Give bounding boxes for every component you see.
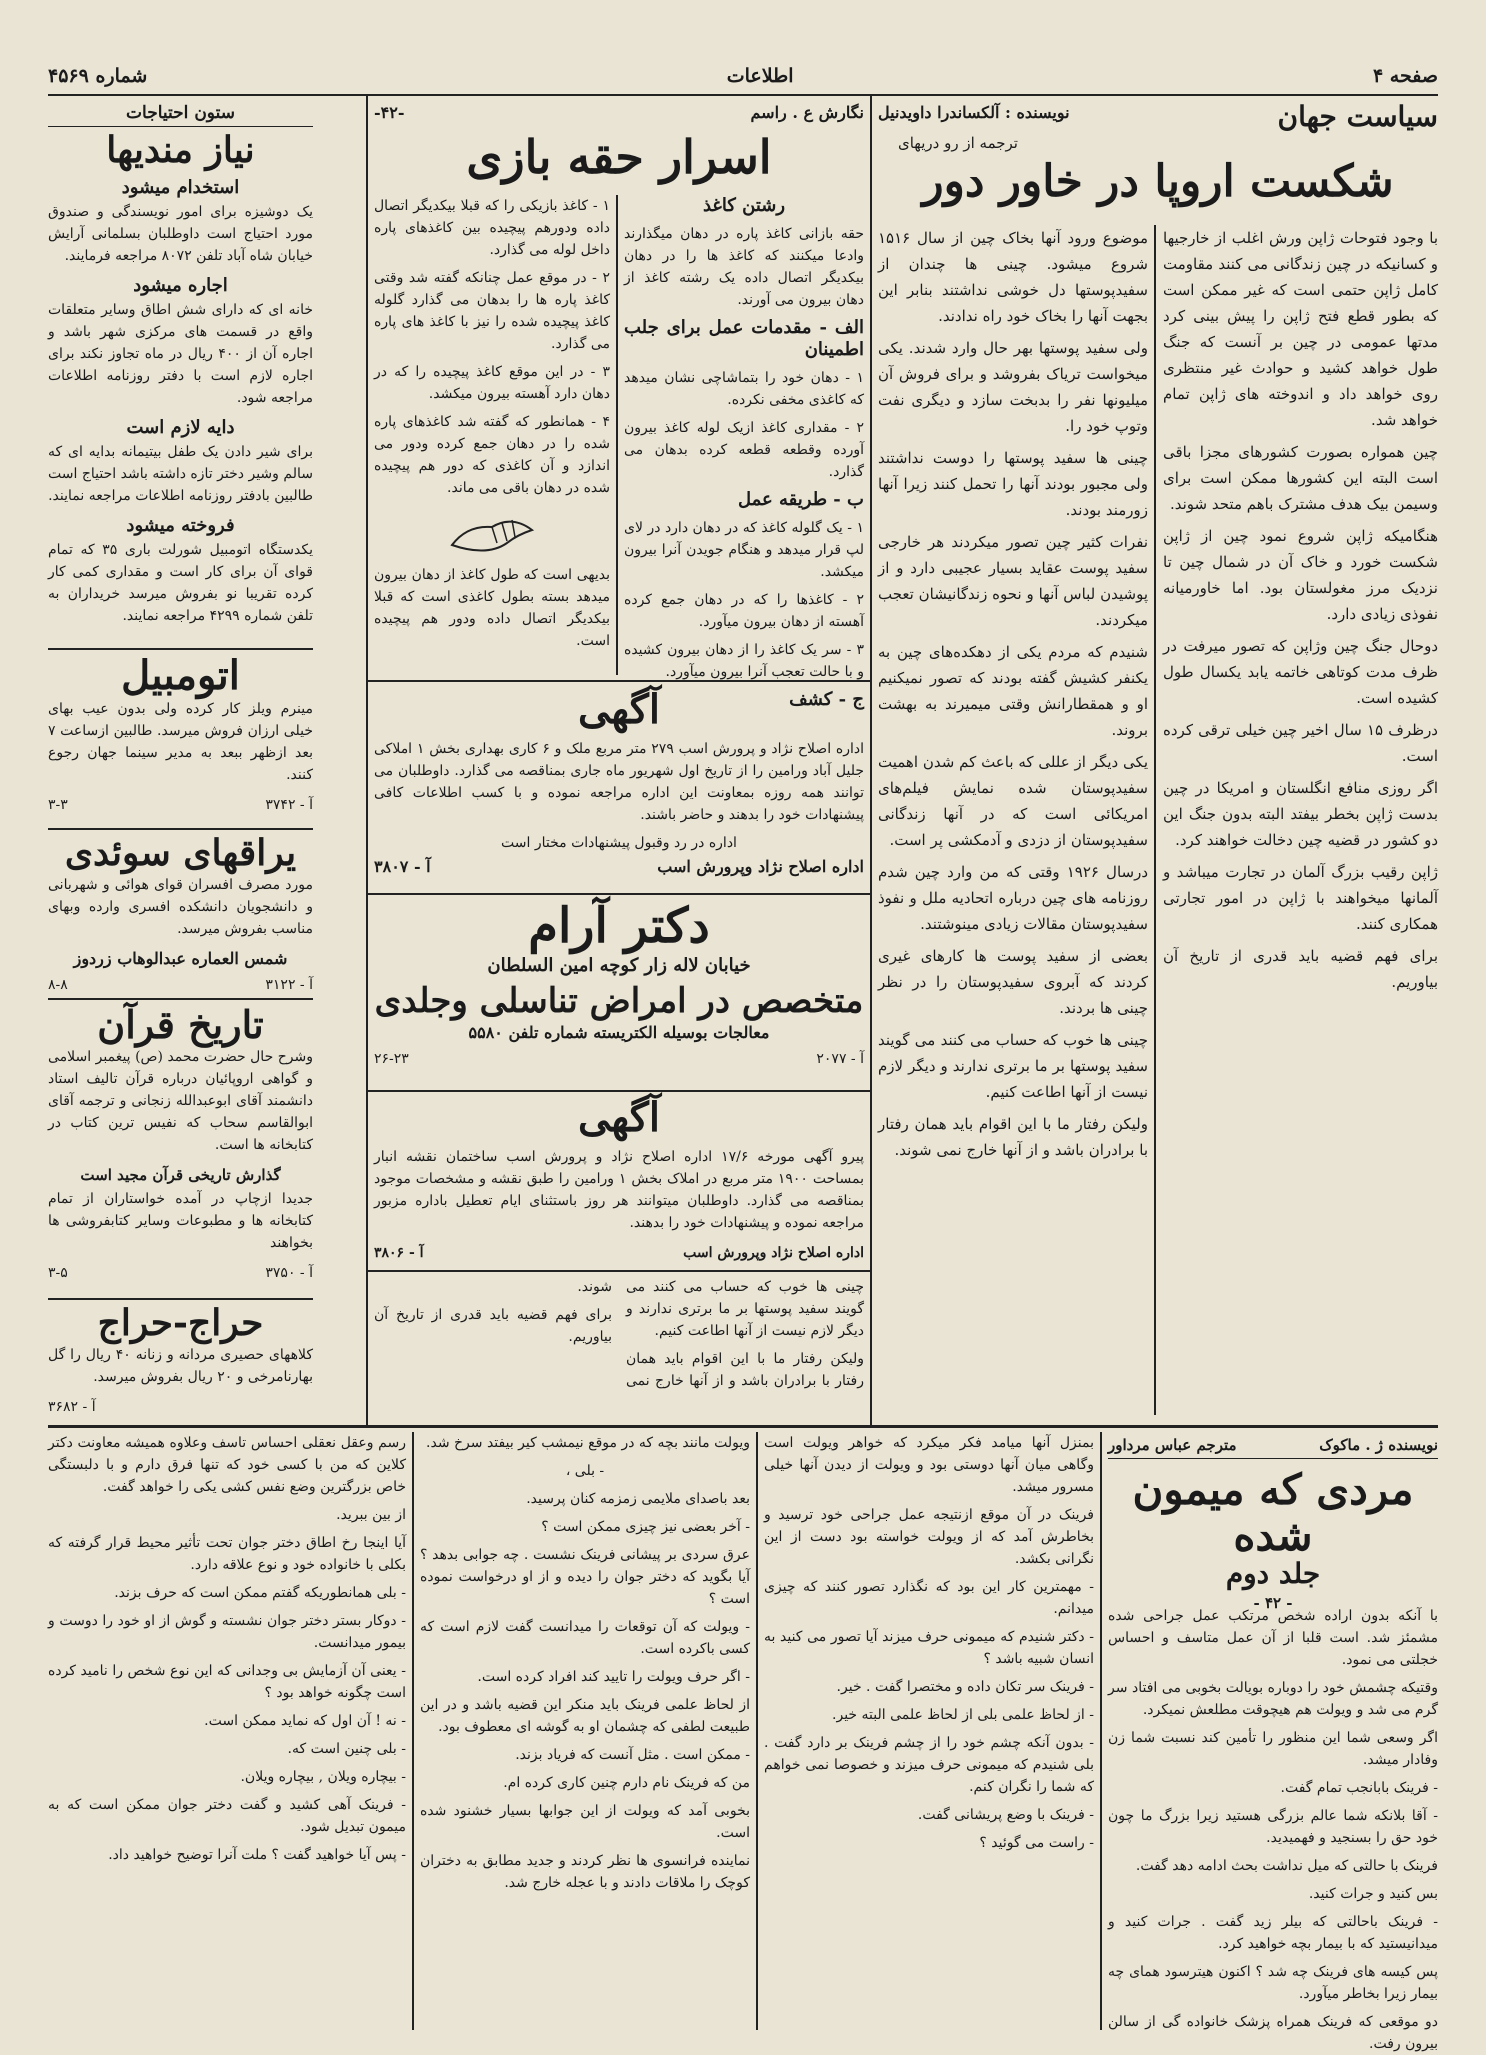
paragraph: برای فهم قضیه باید قدری از تاریخ آن بیاوریم. bbox=[374, 1307, 612, 1345]
story-col-1 bbox=[1108, 1605, 1438, 2052]
paragraph: - ویولت که آن توقعات را میدانست گفت لازم است که کسی باکرده است. bbox=[420, 1619, 750, 1657]
column-rule bbox=[756, 1432, 758, 2030]
paragraph: - نه ! آن اول که نماید ممکن است. bbox=[204, 1713, 406, 1729]
hand-illustration bbox=[447, 505, 537, 560]
politics-col-left bbox=[878, 225, 1148, 1415]
section-rule bbox=[366, 893, 872, 895]
paragraph: بس کنید و جرات کنید. bbox=[1308, 1886, 1438, 1902]
ad-ref: ۲۶-۲۳ bbox=[374, 1051, 409, 1068]
paragraph: بمنزل آنها میامد فکر میکرد که خواهر ویولت است وگاهی میان آنها دوستی بود و ویولت از دیدن آنها خیلی مسرور میشد. bbox=[764, 1435, 1094, 1495]
story-translator: مترجم عباس مرداور bbox=[1108, 1436, 1237, 1454]
paragraph: ولیکن رفتار ما با این اقوام باید همان رفتار با برادران باشد و از آنها خارج نمی شوند. bbox=[577, 1279, 864, 1389]
paragraph: درظرف ۱۵ سال اخیر چین خیلی ترقی کرده است. bbox=[1163, 721, 1438, 765]
subheading: رشتن کاغذ bbox=[702, 195, 786, 216]
doctor-treatment: معالجات بوسیله الکتریسته شماره تلفن ۵۵۸۰ bbox=[468, 1023, 770, 1043]
ad-car bbox=[48, 654, 313, 824]
paragraph: ۴ - همانطور که گفته شد کاغذهای پاره شده را در دهان جمع کرده ودور می اندازد و آن کاغذی که دور هم پیچیده شده در دهان باقی می ماند. bbox=[374, 414, 610, 496]
ad-note: اداره اصلاح نژاد وپرورش اسب bbox=[683, 1245, 864, 1261]
paragraph: ۲ - مقداری کاغذ ازیک لوله کاغذ بیرون آورده وقطعه قطعه کرده بدهان می گذارد. bbox=[624, 420, 864, 480]
hoqqe-col-right bbox=[624, 195, 864, 710]
section-rule bbox=[48, 998, 313, 1000]
paragraph: درسال ۱۹۲۶ وقتی که من وارد چین شدم روزنامه های چین درباره اتحادیه ملل و نفوذ سفیدپوستان مقالات زیادی مینوشتند. bbox=[878, 863, 1149, 933]
author-line: نویسنده : آلکساندرا داویدنیل bbox=[878, 103, 1070, 122]
paragraph: - یعنی آن آزمایش بی وجدانی که این نوع شخص را نامید کرده است چگونه خواهد بود ؟ bbox=[48, 1663, 406, 1701]
ad-title: یراقهای سوئدی bbox=[64, 832, 297, 874]
translator-line: ترجمه از رو دریهای bbox=[898, 134, 1018, 152]
ad-ref: آ - ۳۶۸۲ bbox=[48, 1398, 96, 1415]
paragraph: ولیکن رفتار ما با این اقوام باید همان رفتار با برادران باشد و از آنها خارج نمی شوند. bbox=[878, 1115, 1148, 1159]
page-number: صفحه ۴ bbox=[1372, 65, 1438, 87]
ad-ref: ۳-۵ bbox=[48, 1264, 68, 1281]
ad-signature: اداره اصلاح نژاد وپرورش اسب bbox=[657, 857, 864, 876]
byline: نگارش ع . راسم bbox=[750, 103, 864, 122]
classified-heading: استخدام میشود bbox=[121, 176, 240, 198]
paragraph: حقه بازانی کاغذ پاره در دهان میگذارند وادعا میکنند که کاغذ ها را در دهان بیکدیگر اتصال داده یک رشته کاغذ از دهان بیرون می آورند. bbox=[624, 226, 864, 308]
paragraph: ۱ - کاغذ بازیکی را که قبلا بیکدیگر اتصال داده ودورهم پیچیده بین کاغذهای پاره داخل لوله می گذارد. bbox=[374, 198, 610, 258]
paragraph: ۲ - در موقع عمل چنانکه گفته شد وقتی کاغذ پاره ها را بدهان می گذارد گلوله کاغذ پیچیده شده را نیز با کاغذ های پاره می گذارد. bbox=[374, 270, 610, 352]
subheading: الف - مقدمات عمل برای جلب اطمینان bbox=[624, 317, 864, 360]
paragraph: بخوبی آمد که ویولت از این جوابها بسیار خشنود شده است. bbox=[420, 1803, 750, 1841]
paragraph: - دوکار بستر دختر جوان نشسته و گوش از او خود را دوست و بیمور میدانست. bbox=[48, 1613, 406, 1651]
story-col-2 bbox=[764, 1432, 1094, 2030]
classified-heading: فروخته میشود bbox=[126, 514, 235, 536]
ad-swedish bbox=[48, 834, 313, 994]
section-label: ستون احتیاجات bbox=[48, 100, 313, 127]
paragraph: - بلی چنین است که. bbox=[287, 1741, 406, 1757]
paragraph: ولی سفید پوستها بهر حال وارد شدند. یکی میخواست تریاک بفروشد و برای فروش آن میلیونها نفر را بدبخت سازد و دیگری نفت وتوپ خود را. bbox=[878, 339, 1148, 435]
paragraph: - راست می گوئید ؟ bbox=[979, 1835, 1094, 1851]
paragraph: ۱ - دهان خود را بتماشاچی نشان میدهد که کاغذی مخفی نکرده. bbox=[624, 370, 864, 408]
subheading: ج - کشف bbox=[789, 689, 864, 710]
paragraph: چینی ها سفید پوستها را دوست نداشتند ولی مجبور بودند آنها را تحمل کنند زیرا آنها زورمند بودند. bbox=[878, 449, 1148, 519]
ad-ref: آ - ۳۸۰۶ bbox=[374, 1245, 424, 1261]
subheading: ب - طریقه عمل bbox=[737, 489, 864, 510]
story-number: - ۴۲ - bbox=[1253, 1594, 1293, 1613]
paragraph: دوحال جنگ چین وژاپن که تصور میرفت در ظرف مدت کوتاهی خاتمه یابد یکسال طول کشیده است. bbox=[1163, 637, 1438, 707]
paragraph: ۳ - سر یک کاغذ را از دهان بیرون کشیده و با حالت تعجب آنرا بیرون میآورد. bbox=[624, 642, 864, 680]
politics-continuation bbox=[374, 1276, 864, 1416]
paragraph: - آقا بلانکه شما عالم بزرگی هستید زیرا بزرگ ما چون خود حق را بسنجید و فهمیدید. bbox=[1108, 1808, 1438, 1846]
paragraph: ویولت مانند بچه که در موقع نیمشب کیر بیفتد سرخ شد. bbox=[426, 1435, 750, 1451]
paragraph: عرق سردی بر پیشانی فرینک نشست . چه جوابی بدهد ؟ آیا بگوید که دختر جوان را دیده و از او درخواست نموده است ؟ bbox=[420, 1547, 750, 1607]
paragraph: - از لحاظ علمی بلی از لحاظ علمی البته خیر. bbox=[832, 1707, 1094, 1723]
ad-body: وشرح حال حضرت محمد (ص) پیغمبر اسلامی و گواهی اروپائیان درباره قرآن تالیف استاد دانشمند آقای ابوعبدالله زنجانی و ترجمه آقای ابوالقاسم سحاب که نفیس ترین کتاب در کتابخانه ها است. bbox=[48, 1048, 313, 1153]
seller: شمس العماره عبدالوهاب زردوز bbox=[73, 948, 288, 968]
ad-ref: آ - ۲۰۷۷ bbox=[816, 1051, 864, 1068]
paragraph: ۲ - کاغذها را که در دهان جمع کرده آهسته از دهان بیرون میآورد. bbox=[624, 592, 864, 630]
story-volume: جلد دوم bbox=[1225, 1557, 1321, 1591]
ad-ref: ۸-۸ bbox=[48, 976, 68, 993]
paragraph: پس کیسه های فرینک چه شد ؟ اکنون هیترسود همای چه بیمار زیرا بخاطر میآورد. bbox=[1108, 1964, 1438, 2002]
paragraph: - فرینک بابانجب تمام گفت. bbox=[1280, 1780, 1438, 1796]
ad-ref: آ - ۳۱۲۲ bbox=[265, 976, 313, 993]
doctor-name: دکتر آرام bbox=[528, 898, 710, 954]
paragraph: ۳ - در این موقع کاغذ پیچیده را که در دهان دارد آهسته بیرون میکشد. bbox=[374, 364, 610, 402]
article-title: اسرار حقه بازی bbox=[466, 130, 772, 184]
doctor-address: خیابان لاله زار کوچه امین السلطان bbox=[487, 954, 751, 976]
paragraph: رسم وعقل نعقلی احساس تاسف وعلاوه همیشه معاونت دکتر کلاین که من با کسی خود که تنها فرق دارم و با دلبستگی خاص بزرگترین وضع نفس کشی یکی را خواهد گفت. bbox=[48, 1435, 406, 1495]
hoqqe-col-left bbox=[374, 195, 610, 675]
paragraph: بعضی از سفید پوست ها کارهای غیری کردند که آبروی سفیدپوستان را در نظر چینی ها بردند. bbox=[878, 947, 1148, 1017]
paragraph: - بلی ، bbox=[565, 1463, 605, 1479]
paragraph: اگر روزی منافع انگلستان و امریکا در چین بدست ژاپن بخطر بیفتد البته بدون جنگ این دو کشور در قضیه چین دخالت خواهند کرد. bbox=[1163, 779, 1438, 849]
section-rule bbox=[366, 1270, 872, 1272]
paragraph: بعد باصدای ملایمی زمزمه کنان پرسید. bbox=[526, 1491, 750, 1507]
paragraph: - فرینک با وضع پریشانی گفت. bbox=[917, 1807, 1094, 1823]
ad-subtitle: گذارش تاریخی قرآن مجید است bbox=[80, 1165, 281, 1184]
ad-warehouse bbox=[374, 1096, 864, 1266]
column-rule bbox=[1100, 1432, 1102, 2030]
classified-text: یک دوشیزه برای امور نویسندگی و صندوق مورد احتیاج است داوطلبان بسلمانی آرایش خیابان شاه آباد تلفن ۸۰۷۲ مراجعه فرمایند. bbox=[48, 203, 313, 264]
ad-body: مورد مصرف افسران قوای هوائی و شهربانی و دانشجویان دانشکده افسری وارده وبهای مناسب بفروش میرسد. bbox=[48, 876, 313, 937]
section-rule bbox=[870, 95, 872, 1425]
paragraph: - دکتر شنیدم که میمونی حرف میزند آیا تصور می کنید به انسان شبیه باشد ؟ bbox=[764, 1629, 1094, 1667]
paragraph: چین همواره بصورت کشورهای مجزا باقی است البته این کشورها ممکن است برای وسیمن بیک هدف مشترک باهم متحد شوند. bbox=[1163, 443, 1438, 513]
ad-title: اتومبیل bbox=[121, 652, 240, 699]
hoqqe-heading bbox=[374, 100, 864, 195]
paragraph: چینی ها خوب که حساب می کنند می گویند سفید پوستها بر ما برتری ندارند و دیگر لازم نیست از آنها اطاعت کنیم. bbox=[626, 1279, 864, 1339]
paragraph: - فرینک آهی کشید و گفت دختر جوان ممکن است که به میمون تبدیل شود. bbox=[48, 1797, 406, 1835]
paragraph: ۱ - یک گلوله کاغذ که در دهان دارد در لای لپ قرار میدهد و هنگام جویدن آنرا بیرون میکشد. bbox=[624, 520, 864, 580]
section-label: سیاست جهان bbox=[1277, 100, 1438, 133]
ad-quran bbox=[48, 1004, 313, 1294]
section-rule bbox=[48, 828, 313, 830]
politics-heading bbox=[878, 100, 1438, 220]
section-rule bbox=[48, 1298, 313, 1300]
ad-title: تاریخ قرآن bbox=[97, 1002, 264, 1047]
column-rule bbox=[616, 195, 618, 675]
series-number: -۴۲- bbox=[374, 103, 405, 122]
paragraph: - بدون آنکه چشم خود را از چشم فرینک بر دارد گفت . بلی شنیدم که میمونی حرف میزند و خصوصا نمی خواهم که شما را نگران کنم. bbox=[764, 1735, 1094, 1795]
paragraph: وقتیکه چشمش خود را دوباره بویالت بخوبی می افتاد سر گرم می شد و ویولت هم هیچوقت مطلعش نمیکرد. bbox=[1108, 1680, 1438, 1718]
classified-text: یکدستگاه اتومبیل شورلت باری ۳۵ که تمام قوای آن برای کار است و مقداری کمی کار کرده تقریبا نو بفروش میرسد خریداران به تلفن شماره ۴۲۹۹ مراجعه نمایند. bbox=[48, 541, 313, 624]
paragraph: من که فرینک نام دارم چنین کاری کرده ام. bbox=[503, 1775, 750, 1791]
ad-title: آگهی bbox=[578, 1094, 660, 1141]
section-rule bbox=[366, 95, 368, 1425]
paragraph: - مهمترین کار این بود که نگذارد تصور کنند که چیزی میدانم. bbox=[764, 1579, 1094, 1617]
paragraph: از بین ببرید. bbox=[336, 1507, 406, 1523]
ad-body: پیرو آگهی مورخه ۱۷/۶ اداره اصلاح نژاد و پرورش اسب ساختمان نقشه انبار بمساحت ۱۹۰۰ متر مربع در املاک بخش ۱ ورامین را طبق نقشه و مشخصات موجود بمناقصه می گذارد. داوطلبان میتوانند هر روز باستثنای ایام تعطیل باداره مزبور مراجعه نموده و پیشنهادات خود را بدهند. bbox=[374, 1149, 864, 1231]
column-rule bbox=[1154, 225, 1156, 1415]
paragraph: بدیهی است که طول کاغذ از دهان بیرون میدهد بسته بطول کاغذی است که قبلا بیکدیگر اتصال داده ودور هم پیچیده است. bbox=[374, 567, 610, 649]
ad-ref: آ - ۳۸۰۷ bbox=[374, 857, 431, 876]
page-header bbox=[48, 58, 1438, 96]
paragraph: نفرات کثیر چین تصور میکردند هر خارجی سفید پوست عقاید بسیار عجیبی دارد و از پوشیدن لباس آنها و نحوه زندگانیشان تعجب میکردند. bbox=[878, 533, 1148, 629]
ad-title: حراج-حراج bbox=[97, 1302, 264, 1344]
story-col-3 bbox=[420, 1432, 750, 2030]
classified-heading: دایه لازم است bbox=[126, 416, 235, 438]
paragraph: - فرینک سر تکان داده و مختصرا گفت . خیر. bbox=[836, 1679, 1094, 1695]
classified-heading: اجاره میشود bbox=[133, 274, 228, 296]
paragraph: فرینک در آن موقع ازنتیجه عمل جراحی خود ترسید و بخاطرش آمد که از ویولت خواسته بود دست از این نگرانی بکشد. bbox=[764, 1507, 1094, 1567]
ad-note: اداره در رد وقبول پیشنهادات مختار است bbox=[501, 835, 737, 851]
story-author: نویسنده ژ . ماکوک bbox=[1319, 1436, 1438, 1454]
classifieds-column bbox=[48, 100, 313, 660]
paragraph: ژاپن رقیب بزرگ آلمان در تجارت میباشد و آلمانها میخواهند با ژاپن در امور تجارتی همکاری کنند. bbox=[1163, 863, 1438, 933]
section-rule bbox=[48, 1425, 1438, 1428]
ad-auction bbox=[48, 1304, 313, 1419]
paragraph: - پس آیا خواهید گفت ؟ ملت آنرا توضیح خواهید داد. bbox=[108, 1847, 406, 1863]
paragraph: - فرینک باحالتی که بیلر زید گفت . جرات کنید و میدانیستید که با بیمار بچه خواهید کرد. bbox=[1108, 1914, 1438, 1952]
paragraph: شنیدم که مردم یکی از دهکده‌های چین به یکنفر کشیش گفته بودند که تصور نمیکنیم او و همقطارانش وقتی میمیرند به بهشت بروند. bbox=[878, 643, 1148, 739]
paragraph: از لحاظ علمی فرینک باید منکر این قضیه باشد و در این طبیعت لطفی که چشمان او به گوشه ای معطوف بود. bbox=[420, 1697, 750, 1735]
classifieds-title: نیاز مندیها bbox=[106, 129, 255, 171]
paragraph: چینی ها خوب که حساب می کنند می گویند سفید پوستها بر ما برتری ندارند و دیگر لازم نیست از آنها اطاعت کنیم. bbox=[878, 1031, 1148, 1101]
paragraph: با وجود فتوحات ژاپن ورش اغلب از خارجیها و کسانیکه در چین زندگانی می کنند مقاومت کامل ژاپن حتمی است که غیر ممکن است که بطور قطع فتح ژاپن را پیش بینی کرد مدتها عمومی در چین بر آنست که جنگ طول خواهد کشید و حوادث غیر منتظری روی خواهد داد و اندوخته های ژاپن تمام خواهد شد. bbox=[1163, 229, 1438, 429]
classified-text: برای شیر دادن یک طفل بیتیمانه بدایه ای که سالم وشیر دختر تازه داشته باشد احتیاج است طالبین بادفتر روزنامه اطلاعات مراجعه نمایند. bbox=[48, 443, 313, 504]
section-rule bbox=[48, 648, 313, 650]
paragraph: - بیچاره ویلان , بیچاره ویلان. bbox=[240, 1769, 406, 1785]
issue-number: شماره ۴۵۶۹ bbox=[48, 65, 148, 87]
paragraph: دو موقعی که فرینک همراه پزشک خانواده گی از سالن بیرون رفت. bbox=[1108, 2014, 1438, 2052]
ad-ref: ۳-۳ bbox=[48, 797, 68, 813]
newspaper-name: اطلاعات bbox=[726, 65, 794, 87]
section-rule bbox=[366, 680, 872, 682]
ad-ref: آ - ۳۷۵۰ bbox=[265, 1264, 313, 1281]
section-rule bbox=[366, 1090, 872, 1092]
ad-body: کلاههای حصیری مردانه و زنانه ۴۰ ریال را گل بهارنامرخی و ۲۰ ریال بفروش میرسد. bbox=[48, 1346, 313, 1385]
paragraph: نماینده فرانسوی ها نظر کردند و جدید مطابق به دختران کوچک را ملاقات دادند و با عجله خارج شد. bbox=[420, 1853, 750, 1891]
paragraph: فرینک با حالتی که میل نداشت بحث ادامه دهد گفت. bbox=[1135, 1858, 1438, 1874]
story-col-4 bbox=[48, 1432, 406, 2030]
paragraph: - بلی همانطوریکه گفتم ممکن است که حرف بزند. bbox=[114, 1585, 406, 1601]
ad-doctor bbox=[374, 900, 864, 1085]
ad-title: آگهی bbox=[578, 686, 660, 733]
paragraph: یکی دیگر از عللی که باعث کم شدن اهمیت سفیدپوستان شده نمایش فیلم‌های امریکائی است که در آنها زندگانی سفیدپوستان از دزدی و آدمکشی پر است. bbox=[878, 753, 1148, 849]
paragraph: - آخر بعضی نیز چیزی ممکن است ؟ bbox=[541, 1519, 750, 1535]
ad-note: جدیدا ازچاپ در آمده خواستاران از تمام کتابخانه ها و مطبوعات وسایر کتابفروشی ها بخواهند bbox=[48, 1190, 313, 1251]
ad-body: اداره اصلاح نژاد و پرورش اسب ۲۷۹ متر مربع ملک و ۶ کاری بهداری بخش ۱ املاکی جلیل آباد ورامین را از تاریخ اول شهریور ماه جاری بمناقصه می گذارد. داوطلبان می توانند همه روزه بمعاونت این اداره مراجعه نموده و با کسب اطلاعات کافی پیشنهادات خود را بدهند و حاضر باشند. bbox=[374, 741, 864, 823]
politics-col-right bbox=[1163, 225, 1438, 1415]
paragraph: آیا اینجا رخ اطاق دختر جوان تحت تأثیر محیط قرار گرفته که بکلی با خانواده خود و نوع علاقه دارد. bbox=[48, 1535, 406, 1573]
ad-ref: آ - ۳۷۴۲ bbox=[265, 797, 313, 813]
paragraph: - اگر حرف ویولت را تایید کند افراد کرده است. bbox=[477, 1669, 750, 1685]
paragraph: با آنکه بدون اراده شخص مرتکب عمل جراحی شده مشمئز شد. است قلبا از آن عمل متاسف و احساس خجلتی می نمود. bbox=[1108, 1608, 1438, 1668]
paragraph: موضوع ورود آنها بخاک چین از سال ۱۵۱۶ شروع میشود. چینی ها چندان از سفیدپوستها دل خوشی نداشتند بنابر این بجهت آنها را بخاک خود راه ندادند. bbox=[878, 229, 1148, 325]
paragraph: اگر وسعی شما این منظور را تأمین کند نسبت شما زن وفادار میشد. bbox=[1108, 1730, 1438, 1768]
paragraph: برای فهم قضیه باید قدری از تاریخ آن بیاوریم. bbox=[1163, 947, 1438, 991]
article-title: شکست اروپا در خاور دور bbox=[922, 156, 1394, 207]
story-heading bbox=[1108, 1432, 1438, 1613]
story-title: مردی که میمون شده bbox=[1132, 1465, 1414, 1561]
doctor-specialty: متخصص در امراض تناسلی وجلدی bbox=[374, 980, 864, 1021]
ad-body: مینرم ویلز کار کرده ولی بدون عیب بهای خیلی ارزان فروش میرسد. طالبین ازساعت ۷ بعد ازظهر ببعد به مدیر سینما جهان رجوع کنند. bbox=[48, 701, 313, 783]
ad-horse-breeding bbox=[374, 688, 864, 888]
paragraph: هنگامیکه ژاپن شروع نمود چین از ژاپن شکست خورد و خاک آن در شمال چین تا نزدیک مرز مغولستان بود. اما خاورمیانه نفوذی زیادی دارد. bbox=[1163, 527, 1438, 623]
column-rule bbox=[412, 1432, 414, 2030]
classified-text: خانه ای که دارای شش اطاق وسایر متعلقات واقع در قسمت های مرکزی شهر باشد و اجاره آن از ۴۰۰ ریال در ماه تجاوز نکند برای اجاره لازم است با دفتر روزنامه اطلاعات مراجعه شود. bbox=[48, 301, 314, 406]
paragraph: - ممکن است . مثل آنست که فریاد بزند. bbox=[515, 1747, 750, 1763]
